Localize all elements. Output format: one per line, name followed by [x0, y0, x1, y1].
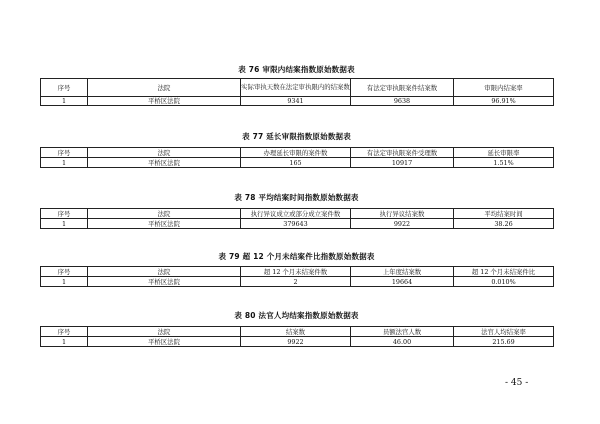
table-cell: 10917	[351, 158, 454, 168]
header-cell: 法院	[88, 209, 241, 219]
header-cell: 法院	[88, 79, 241, 97]
header-cell: 有法定审执限案件结案数	[351, 79, 454, 97]
data-table-79	[40, 266, 554, 287]
table-row	[41, 97, 554, 106]
page-number: - 45 -	[505, 378, 529, 388]
header-cell: 实际审执天数在法定审执限内的结案数	[241, 79, 351, 97]
header-cell: 法官人均结案率	[454, 327, 554, 337]
table-cell: 1	[41, 337, 88, 347]
header-cell: 序号	[41, 327, 88, 337]
table-cell: 38.26	[454, 219, 554, 229]
table-cell: 9922	[241, 337, 351, 347]
header-row	[41, 209, 554, 219]
table-cell: 9922	[351, 219, 454, 229]
header-cell: 序号	[41, 148, 88, 158]
header-cell: 执行异议结案数	[351, 209, 454, 219]
table-cell: 215.69	[454, 337, 554, 347]
table-cell: 165	[241, 158, 351, 168]
header-row	[41, 327, 554, 337]
table-cell: 9341	[241, 97, 351, 106]
header-cell: 延长审限率	[454, 148, 554, 158]
table-cell: 1.51%	[454, 158, 554, 168]
header-cell: 有法定审执限案件受理数	[351, 148, 454, 158]
table-cell: 1	[41, 277, 88, 287]
table-row	[41, 158, 554, 168]
table-row	[41, 219, 554, 229]
table-cell: 平桥区法院	[88, 337, 241, 347]
header-cell: 超 12 个月未结案件数	[241, 267, 351, 277]
table-caption: 表 76 审限内结案指数原始数据表	[238, 65, 355, 74]
header-cell: 执行异议成立或部分成立案件数	[241, 209, 351, 219]
data-table-78	[40, 208, 554, 229]
header-cell: 员额法官人数	[351, 327, 454, 337]
header-row	[41, 148, 554, 158]
header-row	[41, 267, 554, 277]
header-cell: 平均结案时间	[454, 209, 554, 219]
data-table-77	[40, 147, 554, 168]
table-cell: 2	[241, 277, 351, 287]
table-cell: 1	[41, 158, 88, 168]
table-cell: 0.010%	[454, 277, 554, 287]
header-cell: 法院	[88, 267, 241, 277]
header-cell: 序号	[41, 79, 88, 97]
table-cell: 19664	[351, 277, 454, 287]
header-cell: 上年度结案数	[351, 267, 454, 277]
table-row	[41, 337, 554, 347]
table-row	[41, 277, 554, 287]
table-cell: 9638	[351, 97, 454, 106]
table-caption: 表 79 超 12 个月未结案件比指数原始数据表	[218, 252, 375, 261]
data-table-76	[40, 78, 554, 106]
header-cell: 审限内结案率	[454, 79, 554, 97]
header-cell: 序号	[41, 209, 88, 219]
header-cell: 结案数	[241, 327, 351, 337]
table-cell: 平桥区法院	[88, 97, 241, 106]
table-cell: 平桥区法院	[88, 158, 241, 168]
table-cell: 379643	[241, 219, 351, 229]
table-cell: 平桥区法院	[88, 219, 241, 229]
table-cell: 1	[41, 219, 88, 229]
table-caption: 表 78 平均结案时间指数原始数据表	[234, 193, 359, 202]
header-row	[41, 79, 554, 97]
table-caption: 表 77 延长审限指数原始数据表	[242, 132, 351, 141]
table-cell: 96.91%	[454, 97, 554, 106]
header-cell: 序号	[41, 267, 88, 277]
table-cell: 1	[41, 97, 88, 106]
header-cell: 法院	[88, 327, 241, 337]
table-cell: 46.00	[351, 337, 454, 347]
data-table-80	[40, 326, 554, 347]
table-cell: 平桥区法院	[88, 277, 241, 287]
header-cell: 超 12 个月未结案件比	[454, 267, 554, 277]
header-cell: 法院	[88, 148, 241, 158]
header-cell: 办理延长审限的案件数	[241, 148, 351, 158]
table-caption: 表 80 法官人均结案指数原始数据表	[234, 311, 359, 320]
